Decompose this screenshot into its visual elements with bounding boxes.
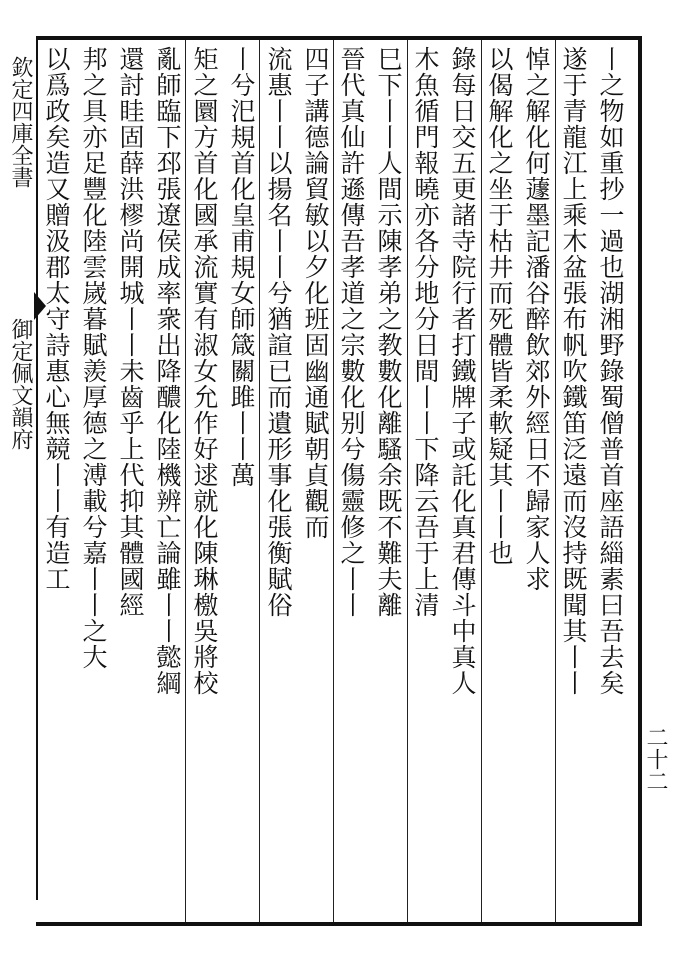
text-column-4: 以偈解化之坐于枯井而死體皆柔軟疑其丨丨也 (485, 46, 514, 566)
text-column-15: 邦之具亦足豐化陸雲嵗暮賦羨厚德之溥載兮嘉丨丨之大 (79, 46, 108, 670)
column-rule (407, 40, 408, 922)
text-column-9: 四子講德論貿敏以夕化班固幽通賦朝貞觀而 (301, 46, 330, 540)
column-rule (481, 40, 482, 922)
text-column-2: 遂于青龍江上乘木盆張布帆吹鐵笛泛遠而沒持既聞其丨丨 (559, 46, 588, 696)
column-rule (555, 40, 556, 922)
text-column-5: 錄每日交五更諸寺院行者打鐵牌子或託化真君傳斗中真人 (448, 46, 477, 696)
margin-top-title: 欽定四庫全書 (8, 56, 33, 188)
column-rule (259, 40, 260, 922)
text-column-14: 還討眭固薛洪樛尚開城丨丨未齒乎上代抑其體國經 (116, 46, 145, 618)
text-column-11: 丨兮汜規首化皇甫規女師箴關雎丨丨萬 (227, 46, 256, 488)
text-column-13: 亂師臨下邳張遼侯成率衆出降醲化陸機辨亡論雖丨丨懿綱 (153, 46, 182, 696)
text-column-6: 木魚循門報曉亦各分地分日間丨丨下降云吾于上清 (411, 46, 440, 618)
text-column-8: 晉代真仙許遜傳吾孝道之宗數化别兮傷靈修之丨丨 (337, 46, 366, 618)
text-column-10: 流惠丨丨以揚名丨丨兮猶諠已而遺形事化張衡賦俗 (264, 46, 293, 618)
text-column-16: 以爲政矣造又贈汲郡太守詩惠心無競丨丨有造工 (42, 46, 71, 592)
folio-number: 二十二 (643, 726, 668, 792)
column-rule (333, 40, 334, 922)
text-column-3: 悼之解化何蘧墨記潘谷醉飲郊外經日不歸家人求 (522, 46, 551, 592)
column-rule (185, 40, 186, 922)
margin-book-title: 御定佩文韻府 (8, 318, 33, 450)
text-column-12: 矩之圜方首化國承流實有淑女允作好逑就化陳琳檄吳將校 (190, 46, 219, 696)
text-column-7: 巳下丨丨人間示陳孝弟之教數化離騷余既不難夫離 (374, 46, 403, 618)
text-column-1: 丨之物如重抄一過也湖湘野錄蜀僧普首座語緇素曰吾去矣 (596, 46, 625, 696)
